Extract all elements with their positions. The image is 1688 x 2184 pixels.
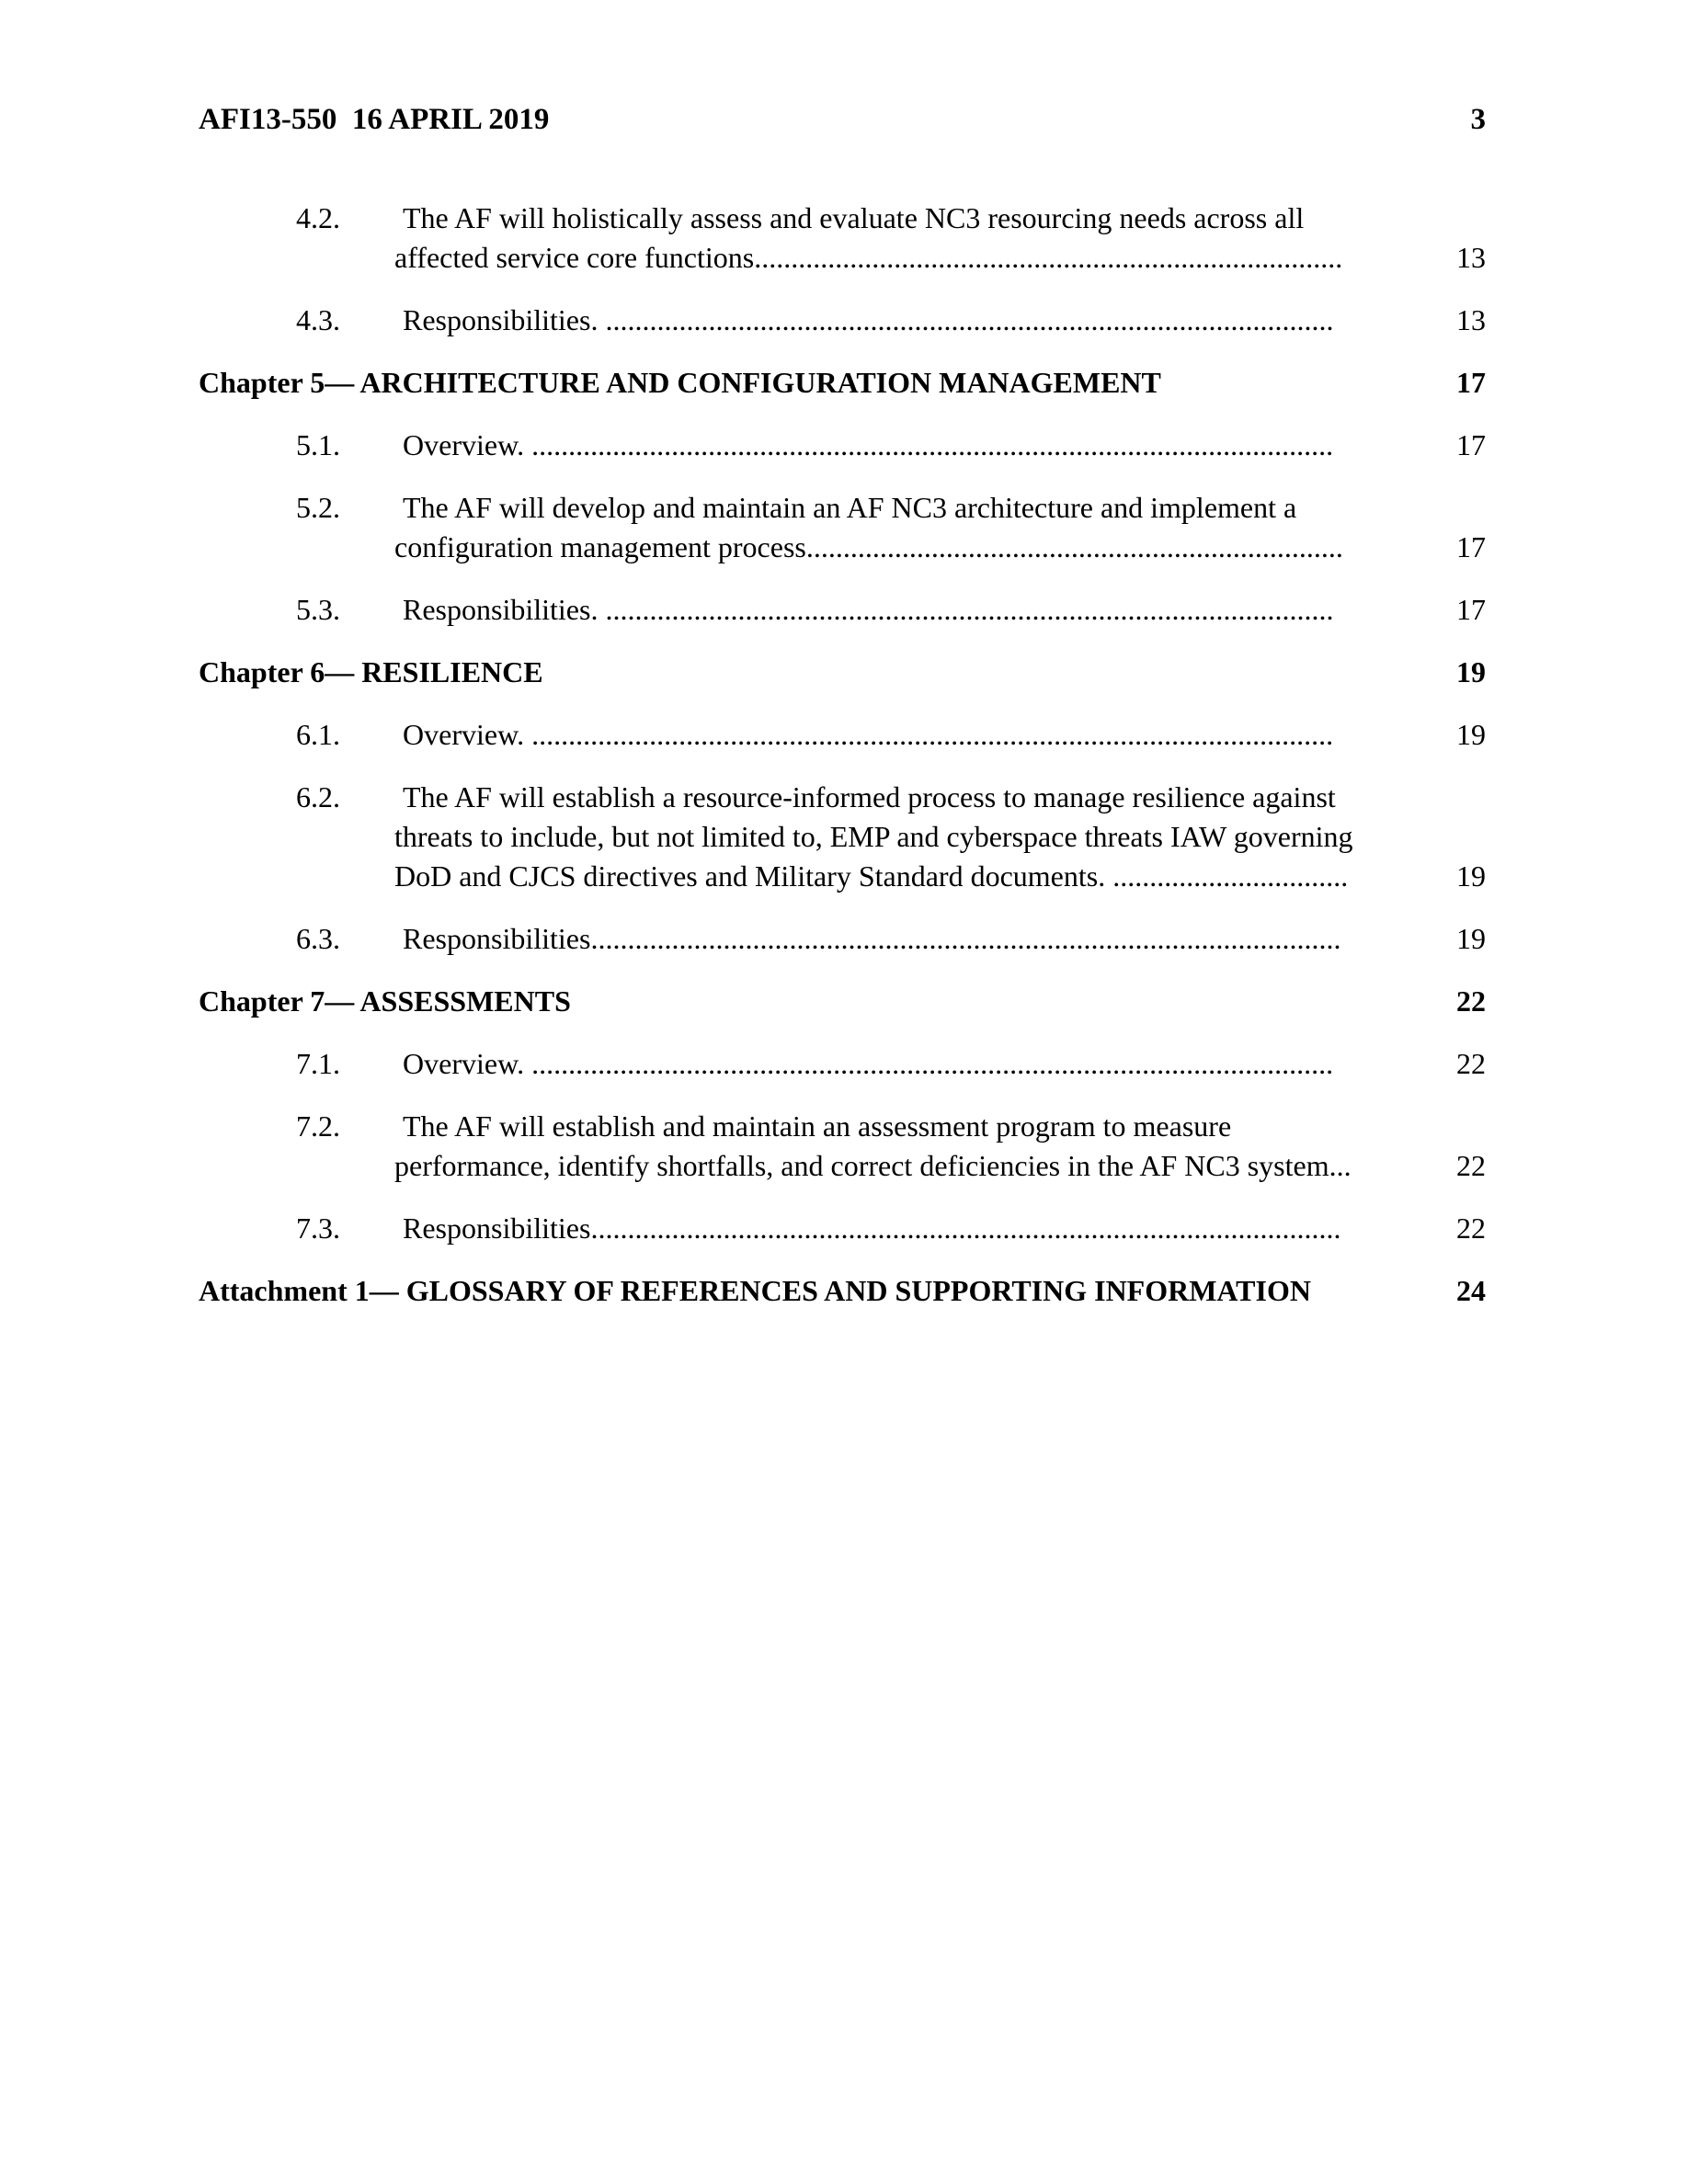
chapter-page-number: 22: [1456, 984, 1486, 1018]
section-title: [394, 488, 1576, 567]
section-title: [394, 199, 1576, 278]
toc-chapter-7[interactable]: [199, 982, 1486, 1021]
section-title-line: The AF will holistically assess and evaluate NC3 resourcing needs across all: [403, 201, 1305, 234]
toc-entry-6-1[interactable]: [199, 715, 1486, 755]
section-title-line: performance, identify shortfalls, and correct deficiencies in the AF NC3 system...: [394, 1149, 1352, 1182]
section-number: 7.2.: [296, 1109, 340, 1143]
toc-entry-4-3[interactable]: [199, 301, 1486, 340]
section-title-line: Overview. .............................................................................................................: [403, 1047, 1334, 1080]
toc-chapter-6[interactable]: [199, 653, 1486, 692]
page-header: [199, 99, 1486, 140]
toc-attachment-1[interactable]: [199, 1271, 1486, 1311]
section-title-line: DoD and CJCS directives and Military Standard documents. ................................: [394, 859, 1349, 893]
section-title-line: Overview. .............................................................................................................: [403, 428, 1334, 461]
document-title: AFI13-550 16 APRIL 2019: [199, 103, 550, 136]
chapter-title: Chapter 5— ARCHITECTURE AND CONFIGURATION MANAGEMENT: [199, 366, 1161, 399]
section-title-line: Responsibilities......................................................................................................: [403, 922, 1341, 955]
section-title-line: Overview. .............................................................................................................: [403, 718, 1334, 751]
section-number: 6.1.: [296, 718, 340, 751]
section-number: 6.3.: [296, 922, 340, 955]
section-number: 4.3.: [296, 303, 340, 336]
section-page-number: 13: [1456, 303, 1486, 336]
table-of-contents: [199, 199, 1486, 1334]
attachment-title: Attachment 1— GLOSSARY OF REFERENCES AND SUPPORTING INFORMATION: [199, 1274, 1311, 1307]
section-title-line: The AF will establish and maintain an assessment program to measure: [403, 1109, 1232, 1143]
section-title: [394, 1044, 1576, 1084]
attachment-page-number: 24: [1456, 1274, 1486, 1307]
section-title-line: Responsibilities. ...................................................................................................: [403, 593, 1334, 626]
section-page-number: 19: [1456, 922, 1486, 955]
section-number: 6.2.: [296, 780, 340, 813]
section-title-line: configuration management process.........................................................................: [394, 530, 1343, 563]
chapter-page-number: 19: [1456, 655, 1486, 688]
toc-entry-5-1[interactable]: [199, 426, 1486, 465]
toc-chapter-5[interactable]: [199, 363, 1486, 403]
toc-entry-7-1[interactable]: [199, 1044, 1486, 1084]
section-title: [394, 301, 1576, 340]
section-title-line: The AF will develop and maintain an AF NC3 architecture and implement a: [403, 491, 1297, 524]
toc-entry-6-2[interactable]: [199, 778, 1486, 896]
section-number: 7.1.: [296, 1047, 340, 1080]
section-number: 5.3.: [296, 593, 340, 626]
section-number: 5.1.: [296, 428, 340, 461]
section-title-line: threats to include, but not limited to, EMP and cyberspace threats IAW governing: [394, 820, 1353, 853]
section-title-line: Responsibilities. ...................................................................................................: [403, 303, 1334, 336]
chapter-title: Chapter 7— ASSESSMENTS: [199, 984, 571, 1018]
section-title: [394, 778, 1576, 896]
toc-entry-7-3[interactable]: [199, 1209, 1486, 1248]
toc-entry-5-3[interactable]: [199, 590, 1486, 630]
section-title-line: The AF will establish a resource-informed process to manage resilience against: [403, 780, 1336, 813]
toc-entry-5-2[interactable]: [199, 488, 1486, 567]
chapter-title: Chapter 6— RESILIENCE: [199, 655, 543, 688]
toc-entry-7-2[interactable]: [199, 1107, 1486, 1186]
section-title: [394, 1209, 1576, 1248]
section-title: [394, 590, 1576, 630]
section-number: 4.2.: [296, 201, 340, 234]
toc-entry-6-3[interactable]: [199, 919, 1486, 959]
section-page-number: 17: [1456, 530, 1486, 563]
section-number: 7.3.: [296, 1211, 340, 1245]
toc-entry-4-2[interactable]: [199, 199, 1486, 278]
section-title: [394, 426, 1576, 465]
section-title: [394, 919, 1576, 959]
section-title-line: affected service core functions................................................................................: [394, 241, 1343, 274]
section-page-number: 17: [1456, 593, 1486, 626]
section-title: [394, 715, 1576, 755]
section-number: 5.2.: [296, 491, 340, 524]
chapter-page-number: 17: [1456, 366, 1486, 399]
section-title: [394, 1107, 1576, 1186]
section-page-number: 19: [1456, 718, 1486, 751]
section-page-number: 13: [1456, 241, 1486, 274]
section-page-number: 19: [1456, 859, 1486, 893]
section-page-number: 17: [1456, 428, 1486, 461]
section-title-line: Responsibilities......................................................................................................: [403, 1211, 1341, 1245]
section-page-number: 22: [1456, 1211, 1486, 1245]
section-page-number: 22: [1456, 1149, 1486, 1182]
section-page-number: 22: [1456, 1047, 1486, 1080]
page-number: 3: [1470, 103, 1486, 136]
